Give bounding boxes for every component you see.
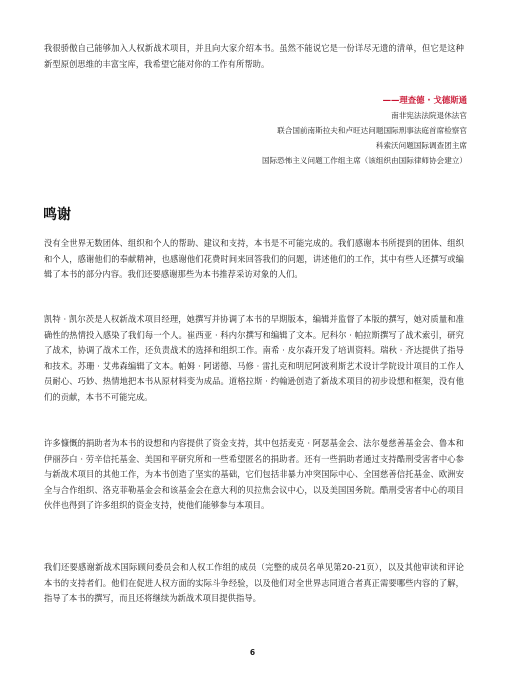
signature-role: 南非宪法法院退休法官 bbox=[391, 111, 467, 120]
acknowledgement-paragraph-2: 凯特 · 凯尔茨是人权新战术项目经理，她撰写并协调了本书的早期版本，编辑并监督了本版的撰写，她对质量和准确性的热情投入感染了我们每一个人。崔西亚 · 科内尔撰写和编辑了文本。尼科尔 · 帕拉斯撰写了战术索引，研究了战术，协调了战术工作，还负责战术的选择和组织工作。南希 · 皮尔森开发了培训资料。瑞秋 · 齐达提供了指导和技术。苏珊 · 艾弗森编辑了文本。帕姆 · 阿诺德、马修 · 雷扎克和明尼阿波利斯艺术设计学院设计项目的工作人员耐心、巧妙、热情地把本书从原材料变为成品。道格拉斯 · 约翰逊创造了新战术项目的初步设想和框架，没有他们的贡献，本书不可能完成。 bbox=[44, 314, 464, 402]
signature-role: 联合国前南斯拉夫和卢旺达问题国际刑事法庭首席检察官 bbox=[277, 126, 467, 135]
section-heading: 鸣谢 bbox=[43, 207, 71, 223]
signature-role: 科索沃问题国际调查团主席 bbox=[375, 141, 467, 150]
acknowledgement-paragraph-1: 没有全世界无数团体、组织和个人的帮助、建议和支持，本书是不可能完成的。我们感谢本书所提到的团体、组织和个人，感谢他们的奉献精神，也感谢他们花费时间来回答我们的问题，讲述他们的工作，其中有些人还撰写或编辑了本书的部分内容。我们还要感谢那些为本书推荐采访对象的人们。 bbox=[44, 238, 464, 280]
acknowledgement-paragraph-3: 许多慷慨的捐助者为本书的设想和内容提供了资金支持，其中包括麦克 · 阿瑟基金会、法尔曼慈善基金会、鲁本和伊丽莎白 · 劳辛信托基金、美国和平研究所和一些希望匿名的捐助者。还有一些捐助者通过支持酷刑受害者中心参与新战术项目的其他工作，为本书创造了坚实的基础，它们包括非暴力冲突国际中心、全国慈善信托基金、欧洲安全与合作组织、洛克菲勒基金会和该基金会在意大利的贝拉焦会议中心，以及美国国务院。酷刑受害者中心的项目伙伴也得到了许多组织的资金支持，使他们能够参与本项目。 bbox=[44, 438, 464, 511]
signature-name: ——理查德 · 戈德斯通 bbox=[382, 95, 467, 105]
intro-paragraph: 我很骄傲自己能够加入人权新战术项目，并且向大家介绍本书。虽然不能说它是一份详尽无遗的清单，但它是这种新型原创思维的丰富宝库，我希望它能对你的工作有所帮助。 bbox=[44, 43, 464, 69]
signature-role: 国际恐怖主义问题工作组主席（该组织由国际律师协会建立） bbox=[261, 156, 467, 165]
page-number: 6 bbox=[249, 648, 256, 657]
signature-block bbox=[262, 93, 467, 168]
acknowledgement-paragraph-4: 我们还要感谢新战术国际顾问委员会和人权工作组的成员（完整的成员名单见第20-21页），以及其他审读和评论本书的支持者们。他们在促进人权方面的实际斗争经验，以及他们对全世界志同道合者真正需要哪些内容的了解，指导了本书的撰写，而且还将继续为新战术项目提供指导。 bbox=[44, 562, 464, 604]
